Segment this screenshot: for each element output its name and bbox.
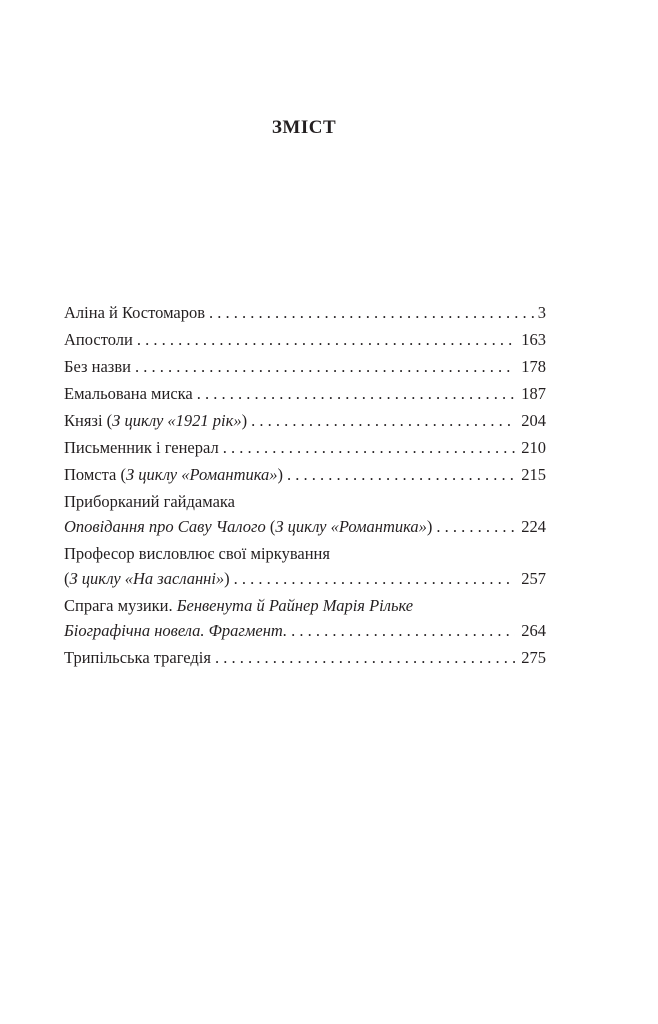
dot-leader (291, 618, 515, 643)
toc-entry (64, 462, 546, 487)
toc-entry-subtitle: З циклу «1921 рік» (112, 411, 242, 430)
toc-entry-page: 275 (521, 648, 546, 667)
toc-entry-title: Трипільська трагедія (64, 648, 211, 667)
toc-entry-subtitle: З циклу «Романтика» (125, 465, 278, 484)
toc-entry (64, 645, 546, 670)
toc-entry-title: Письменник і генерал (64, 438, 219, 457)
toc-entry-title: Апостоли (64, 330, 133, 349)
dot-leader (197, 381, 516, 406)
toc-entry-page: 178 (521, 357, 546, 376)
toc-entry-line2: (З циклу «На засланні») (64, 569, 230, 588)
toc-entry-page: 210 (521, 438, 546, 457)
toc-entry-title: Аліна й Костомаров (64, 303, 206, 322)
toc-entry-page: 264 (521, 621, 546, 640)
toc-entry-subtitle: З циклу «Романтика» (275, 517, 427, 536)
toc-entry-page: 257 (521, 569, 546, 588)
toc-entry-page: 215 (521, 465, 546, 484)
toc-entry-title: Спрага музики. Бенвенута й Райнер Марія Рільке (64, 596, 414, 615)
dot-leader (137, 327, 515, 352)
toc-entry-subtitle: З циклу «На засланні» (69, 569, 225, 588)
toc-entry (64, 300, 546, 325)
dot-leader (135, 354, 515, 379)
toc-entry-page: 163 (521, 330, 546, 349)
toc-entry-page: 224 (521, 517, 546, 536)
dot-leader (251, 408, 515, 433)
toc-entry-page: 3 (537, 303, 546, 322)
dot-leader (223, 435, 516, 460)
toc-entry-title: Помста (З циклу «Романтика») (64, 465, 284, 484)
dot-leader (234, 566, 516, 591)
toc-entry-title: Емальована миска (64, 384, 193, 403)
toc-entry (64, 541, 546, 591)
toc-entry (64, 327, 546, 352)
dot-leader (209, 300, 538, 325)
toc-entry (64, 489, 546, 539)
toc-entry (64, 435, 546, 460)
toc-entry (64, 354, 546, 379)
toc-entry-title: Без назви (64, 357, 131, 376)
page-title: ЗМІСТ (271, 117, 337, 138)
toc-entry-title: Князі (З циклу «1921 рік») (64, 411, 248, 430)
toc-entry (64, 593, 546, 643)
toc-entry-page: 187 (521, 384, 546, 403)
toc-entry-line2: Біографічна новела. Фрагмент. (64, 621, 288, 640)
dot-leader (436, 514, 515, 539)
toc-entry-title: Професор висловлює свої міркування (64, 544, 330, 563)
toc-entry-page: 204 (521, 411, 546, 430)
toc-entry (64, 408, 546, 433)
toc-entry-title: Приборканий гайдамака (64, 492, 235, 511)
table-of-contents (64, 300, 546, 672)
dot-leader (215, 645, 515, 670)
dot-leader (287, 462, 515, 487)
toc-entry (64, 381, 546, 406)
toc-entry-line2: Оповідання про Саву Чалого (З циклу «Романтика») (64, 517, 433, 536)
